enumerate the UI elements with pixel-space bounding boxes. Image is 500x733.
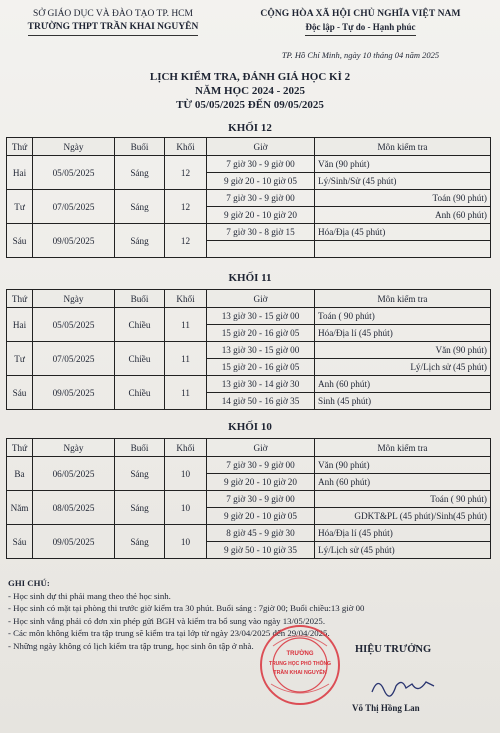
cell-mon: Văn (90 phút): [315, 342, 491, 359]
title-line-2: NĂM HỌC 2024 - 2025: [195, 85, 305, 97]
cell-mon: Văn (90 phút): [315, 156, 491, 173]
col-buoi: Buổi: [115, 439, 165, 457]
cell-buoi: Chiều: [115, 342, 165, 376]
cell-buoi: Sáng: [115, 457, 165, 491]
col-buoi: Buổi: [115, 138, 165, 156]
cell-thu: Ba: [7, 457, 33, 491]
cell-mon: Anh (60 phút): [315, 474, 491, 491]
col-ngay: Ngày: [33, 290, 115, 308]
cell-mon: Lý/Sinh/Sử (45 phút): [315, 173, 491, 190]
table-row: [7, 491, 491, 508]
header-right: [228, 8, 493, 36]
cell-ngay: 05/05/2025: [33, 308, 115, 342]
col-ngay: Ngày: [33, 439, 115, 457]
cell-khoi: 10: [165, 491, 207, 525]
cell-gio: 7 giờ 30 - 9 giờ 00: [207, 491, 315, 508]
national-motto: Độc lập - Tự do - Hạnh phúc: [305, 21, 415, 36]
cell-gio: 15 giờ 20 - 16 giờ 05: [207, 325, 315, 342]
col-thu: Thứ: [7, 439, 33, 457]
cell-khoi: 11: [165, 308, 207, 342]
cell-buoi: Sáng: [115, 156, 165, 190]
stamp-line-3: TRẦN KHAI NGUYÊN: [273, 670, 327, 676]
cell-gio-empty: [207, 241, 315, 258]
note-item: - Các môn không kiểm tra tập trung sẽ kiểm tra tại lớp từ ngày 23/04/2025 đến 29/04/2025.: [8, 628, 330, 638]
cell-ngay: 07/05/2025: [33, 342, 115, 376]
table-row: [7, 224, 491, 241]
cell-ngay: 05/05/2025: [33, 156, 115, 190]
cell-gio: 13 giờ 30 - 15 giờ 00: [207, 308, 315, 325]
table-row: [7, 525, 491, 542]
col-gio: Giờ: [207, 138, 315, 156]
table-header-row: [7, 439, 491, 457]
cell-gio: 7 giờ 30 - 9 giờ 00: [207, 190, 315, 207]
cell-ngay: 09/05/2025: [33, 224, 115, 258]
col-ngay: Ngày: [33, 138, 115, 156]
cell-mon: Hóa/Địa lí (45 phút): [315, 325, 491, 342]
cell-ngay: 08/05/2025: [33, 491, 115, 525]
cell-thu: Hai: [7, 308, 33, 342]
note-item: - Học sinh dự thi phải mang theo thẻ học sinh.: [8, 590, 171, 601]
cell-thu: Hai: [7, 156, 33, 190]
grade-11-heading: KHỐI 11: [228, 272, 272, 284]
col-gio: Giờ: [207, 439, 315, 457]
cell-mon: Sinh (45 phút): [315, 393, 491, 410]
col-thu: Thứ: [7, 290, 33, 308]
table-row: [7, 342, 491, 359]
col-thu: Thứ: [7, 138, 33, 156]
cell-gio: 9 giờ 20 - 10 giờ 05: [207, 173, 315, 190]
signer-name: Võ Thị Hồng Lan: [352, 703, 420, 713]
cell-mon: Toán ( 90 phút): [315, 308, 491, 325]
cell-mon: Lý/Lịch sử (45 phút): [315, 359, 491, 376]
cell-khoi: 12: [165, 224, 207, 258]
cell-mon: Hóa/Địa (45 phút): [315, 224, 491, 241]
table-row: [7, 457, 491, 474]
col-khoi: Khối: [165, 290, 207, 308]
table-row: [7, 376, 491, 393]
signature-scribble: [368, 672, 438, 700]
cell-mon: GDKT&PL (45 phút)/Sinh(45 phút): [315, 508, 491, 525]
cell-buoi: Chiều: [115, 308, 165, 342]
table-row: [7, 156, 491, 173]
cell-thu: Năm: [7, 491, 33, 525]
cell-ngay: 09/05/2025: [33, 376, 115, 410]
issue-date: TP. Hồ Chí Minh, ngày 10 tháng 04 năm 2025: [281, 50, 440, 60]
department-name: SỞ GIÁO DỤC VÀ ĐÀO TẠO TP. HCM: [33, 9, 193, 19]
table-header-row: [7, 138, 491, 156]
cell-buoi: Chiều: [115, 376, 165, 410]
cell-mon: Lý/Lịch sử (45 phút): [315, 542, 491, 559]
cell-gio: 9 giờ 20 - 10 giờ 20: [207, 207, 315, 224]
stamp-line-1: TRƯỜNG: [286, 651, 314, 657]
cell-mon: Toán (90 phút): [315, 190, 491, 207]
school-stamp: [259, 624, 341, 706]
table-header-row: [7, 290, 491, 308]
cell-khoi: 12: [165, 190, 207, 224]
cell-gio: 14 giờ 50 - 16 giờ 35: [207, 393, 315, 410]
col-gio: Giờ: [207, 290, 315, 308]
cell-khoi: 11: [165, 376, 207, 410]
cell-gio: 8 giờ 45 - 9 giờ 30: [207, 525, 315, 542]
col-buoi: Buổi: [115, 290, 165, 308]
cell-mon: Hóa/Địa lí (45 phút): [315, 525, 491, 542]
cell-khoi: 12: [165, 156, 207, 190]
grade-12-heading: KHỐI 12: [228, 122, 272, 134]
school-name: TRƯỜNG THPT TRẦN KHAI NGUYÊN: [28, 21, 199, 36]
note-item: - Học sinh vắng phải có đơn xin phép gửi BGH và kiểm tra bổ sung vào ngày 13/05/2025.: [8, 615, 326, 626]
cell-thu: Tư: [7, 342, 33, 376]
note-item: - Học sinh có mặt tại phòng thi trước giờ kiểm tra 30 phút. Buổi sáng : 7giờ 00; Buổi chiều:13 giờ 00: [8, 603, 365, 613]
title-line-1: LỊCH KIỂM TRA, ĐÁNH GIÁ HỌC KÌ 2: [149, 71, 351, 83]
cell-thu: Sáu: [7, 525, 33, 559]
col-khoi: Khối: [165, 439, 207, 457]
cell-thu: Sáu: [7, 224, 33, 258]
notes-section: [8, 577, 498, 652]
nation-name: CỘNG HÒA XÃ HỘI CHỦ NGHĨA VIỆT NAM: [260, 9, 461, 19]
col-mon: Môn kiểm tra: [315, 290, 491, 308]
header-left: [8, 8, 218, 36]
cell-mon: Văn (90 phút): [315, 457, 491, 474]
cell-ngay: 07/05/2025: [33, 190, 115, 224]
table-row: [7, 190, 491, 207]
cell-khoi: 10: [165, 457, 207, 491]
cell-gio: 9 giờ 20 - 10 giờ 20: [207, 474, 315, 491]
cell-mon-empty: [315, 241, 491, 258]
signature-title: HIỆU TRƯỞNG: [355, 644, 432, 655]
cell-buoi: Sáng: [115, 525, 165, 559]
cell-gio: 7 giờ 30 - 9 giờ 00: [207, 457, 315, 474]
cell-gio: 13 giờ 30 - 15 giờ 00: [207, 342, 315, 359]
document-title: [0, 70, 500, 112]
col-khoi: Khối: [165, 138, 207, 156]
cell-thu: Tư: [7, 190, 33, 224]
cell-gio: 9 giờ 20 - 10 giờ 05: [207, 508, 315, 525]
cell-thu: Sáu: [7, 376, 33, 410]
note-item: - Những ngày không có lịch kiểm tra tập trung, học sinh ôn tập ở nhà.: [8, 640, 254, 651]
notes-label: GHI CHÚ:: [8, 578, 50, 588]
table-row: [7, 308, 491, 325]
cell-ngay: 09/05/2025: [33, 525, 115, 559]
cell-gio: 7 giờ 30 - 9 giờ 00: [207, 156, 315, 173]
cell-gio: 9 giờ 50 - 10 giờ 35: [207, 542, 315, 559]
title-line-3: TỪ 05/05/2025 ĐẾN 09/05/2025: [176, 99, 324, 111]
cell-buoi: Sáng: [115, 190, 165, 224]
cell-gio: 7 giờ 30 - 8 giờ 15: [207, 224, 315, 241]
cell-gio: 13 giờ 30 - 14 giờ 30: [207, 376, 315, 393]
cell-khoi: 10: [165, 525, 207, 559]
cell-ngay: 06/05/2025: [33, 457, 115, 491]
grade-10-table: [6, 438, 491, 559]
grade-12-table: [6, 137, 491, 258]
cell-buoi: Sáng: [115, 491, 165, 525]
cell-mon: Anh (60 phút): [315, 376, 491, 393]
col-mon: Môn kiểm tra: [315, 439, 491, 457]
cell-mon: Anh (60 phút): [315, 207, 491, 224]
cell-gio: 15 giờ 20 - 16 giờ 05: [207, 359, 315, 376]
col-mon: Môn kiểm tra: [315, 138, 491, 156]
stamp-line-2: TRUNG HỌC PHỔ THÔNG: [269, 661, 331, 667]
cell-buoi: Sáng: [115, 224, 165, 258]
cell-mon: Toán ( 90 phút): [315, 491, 491, 508]
grade-11-table: [6, 289, 491, 410]
cell-khoi: 11: [165, 342, 207, 376]
grade-10-heading: KHỐI 10: [228, 421, 272, 433]
